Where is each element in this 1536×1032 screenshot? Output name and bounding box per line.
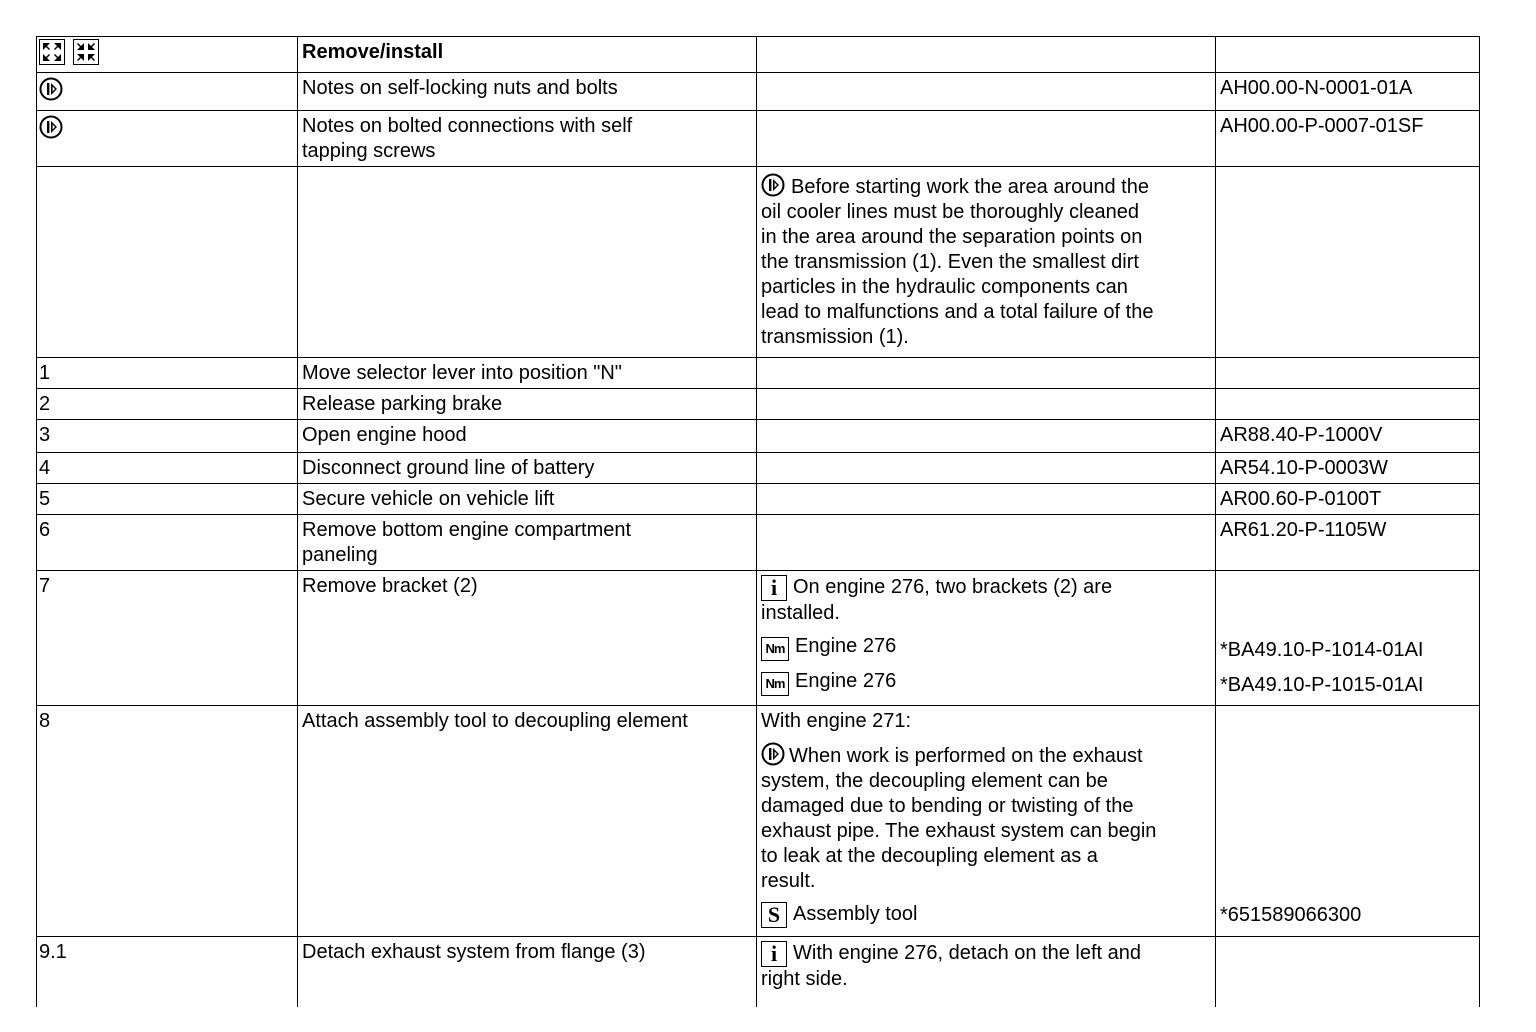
torque-nm-icon: Nm [761, 637, 789, 661]
step-notes [757, 937, 1216, 1007]
step-number: 8 [37, 706, 298, 937]
step-text: Remove bracket (2) [298, 571, 757, 706]
step-notes [757, 484, 1216, 515]
caution-empty-2 [298, 167, 757, 358]
ref-spacer [1220, 574, 1475, 624]
tool-line [761, 902, 1211, 928]
header-title: Remove/install [298, 37, 757, 73]
header-empty-4 [1216, 37, 1480, 73]
warn-line: to leak at the decoupling element as a [761, 845, 1098, 867]
note-text-line: Notes on bolted connections with self [302, 115, 633, 137]
step-text: Secure vehicle on vehicle lift [298, 484, 757, 515]
step-notes [757, 515, 1216, 571]
step-text: Attach assembly tool to decoupling element [298, 706, 757, 937]
warn-line: result. [761, 870, 816, 892]
torque-ref-link[interactable]: *BA49.10-P-1015-01AI [1220, 674, 1424, 696]
step-number: 6 [37, 515, 298, 571]
step-number: 5 [37, 484, 298, 515]
caution-text [757, 167, 1216, 358]
caution-line: transmission (1). [761, 326, 909, 348]
step-ref [1216, 389, 1480, 420]
step-row [37, 484, 1480, 515]
note-text [298, 111, 757, 167]
step-ref [1216, 706, 1480, 937]
tool-text: Assembly tool [793, 903, 918, 925]
info-line [761, 941, 1211, 967]
torque-ref-link[interactable]: *BA49.10-P-1014-01AI [1220, 639, 1424, 661]
step-notes [757, 389, 1216, 420]
collapse-icon[interactable] [73, 39, 99, 65]
step-row [37, 515, 1480, 571]
caution-line: oil cooler lines must be thoroughly cleaned [761, 201, 1139, 223]
step-notes [757, 420, 1216, 453]
info-line: installed. [761, 602, 840, 624]
step-number: 4 [37, 453, 298, 484]
note-row [37, 73, 1480, 111]
step-notes [757, 453, 1216, 484]
procedure-sheet [36, 36, 1479, 1007]
note-text: Notes on self-locking nuts and bolts [298, 73, 757, 111]
warn-line: system, the decoupling element can be [761, 770, 1108, 792]
caution-empty-4 [1216, 167, 1480, 358]
step-ref-link[interactable]: AR00.60-P-0100T [1216, 484, 1480, 515]
step-ref [1216, 937, 1480, 1007]
torque-nm-icon: Nm [761, 672, 789, 696]
step-notes [757, 706, 1216, 937]
note-row [37, 111, 1480, 167]
step-ref-link[interactable]: AR61.20-P-1105W [1216, 515, 1480, 571]
step-text: Open engine hood [298, 420, 757, 453]
torque-line [761, 669, 1211, 696]
info-icon: i [761, 575, 787, 601]
step-notes [757, 358, 1216, 389]
torque-line [761, 634, 1211, 661]
info-line: right side. [761, 968, 848, 990]
special-tool-icon: S [761, 902, 787, 928]
step-text: Move selector lever into position "N" [298, 358, 757, 389]
step-row [37, 453, 1480, 484]
note-ref-link[interactable]: AH00.00-P-0007-01SF [1216, 111, 1480, 167]
step-row [37, 358, 1480, 389]
note-empty [757, 73, 1216, 111]
step-row [37, 389, 1480, 420]
warning-circle-icon [761, 173, 785, 197]
step-number: 7 [37, 571, 298, 706]
step-ref [1216, 571, 1480, 706]
step-row [37, 937, 1480, 1007]
step-row [37, 706, 1480, 937]
info-line [761, 575, 1211, 601]
step-number: 2 [37, 389, 298, 420]
note-ref-link[interactable]: AH00.00-N-0001-01A [1216, 73, 1480, 111]
warn-line: damaged due to bending or twisting of the [761, 795, 1134, 817]
caution-line: lead to malfunctions and a total failure of the [761, 301, 1154, 323]
step-text: Release parking brake [298, 389, 757, 420]
caution-line: the transmission (1). Even the smallest dirt [761, 251, 1139, 273]
step-number: 3 [37, 420, 298, 453]
note-icon-cell [37, 111, 298, 167]
warn-line: exhaust pipe. The exhaust system can begin [761, 820, 1157, 842]
step-text [298, 515, 757, 571]
procedure-table [36, 36, 1480, 1007]
header-row [37, 37, 1480, 73]
expand-icon[interactable] [39, 39, 65, 65]
step-text-line: paneling [302, 544, 378, 566]
header-empty-3 [757, 37, 1216, 73]
step-intro: With engine 271: [761, 710, 912, 732]
warning-circle-icon [761, 742, 785, 766]
step-ref [1216, 358, 1480, 389]
info-icon: i [761, 941, 787, 967]
caution-empty-1 [37, 167, 298, 358]
step-row [37, 420, 1480, 453]
header-icons-cell [37, 37, 298, 73]
caution-row [37, 167, 1480, 358]
step-text: Detach exhaust system from flange (3) [298, 937, 757, 1007]
step-number: 1 [37, 358, 298, 389]
torque-text: Engine 276 [795, 635, 897, 657]
step-row [37, 571, 1480, 706]
note-icon-cell [37, 73, 298, 111]
warning-circle-icon [39, 115, 63, 139]
step-number: 9.1 [37, 937, 298, 1007]
caution-line: particles in the hydraulic components can [761, 276, 1128, 298]
warn-line [761, 742, 1211, 769]
note-text-line: tapping screws [302, 140, 436, 162]
step-notes [757, 571, 1216, 706]
warning-circle-icon [39, 77, 63, 101]
step-ref-link[interactable]: AR54.10-P-0003W [1216, 453, 1480, 484]
step-ref-link[interactable]: AR88.40-P-1000V [1216, 420, 1480, 453]
info-text: With engine 276, detach on the left and [793, 942, 1142, 964]
tool-ref-link[interactable]: *651589066300 [1220, 904, 1362, 926]
step-text-line: Remove bottom engine compartment [302, 519, 632, 541]
note-empty [757, 111, 1216, 167]
caution-line [761, 173, 1211, 200]
info-text: On engine 276, two brackets (2) are [793, 576, 1113, 598]
warn-text: When work is performed on the exhaust [789, 745, 1143, 767]
caution-line-text: Before starting work the area around the [791, 176, 1149, 198]
caution-line: in the area around the separation points on [761, 226, 1143, 248]
torque-text: Engine 276 [795, 670, 897, 692]
step-text: Disconnect ground line of battery [298, 453, 757, 484]
